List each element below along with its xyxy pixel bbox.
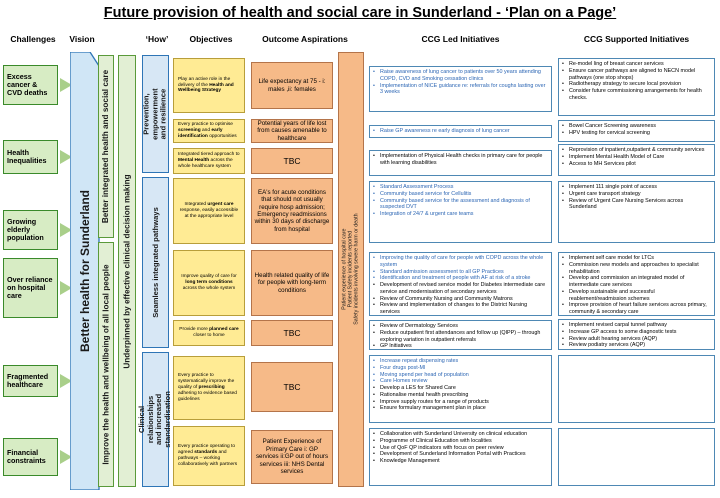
- list-item: • Implement revised carpal tunnel pathway: [562, 322, 711, 329]
- list-item: • Review of Community Nursing and Community Matrons: [373, 296, 548, 303]
- list-item: • Review of Urgent Care Nursing Services across Sunderland: [562, 198, 711, 212]
- list-item: • Moving spend per head of population: [373, 372, 548, 379]
- header-objectives: Objectives: [189, 34, 233, 44]
- list-item: • Collaboration with Sunderland University on clinical education: [373, 431, 548, 438]
- list-item: • Implement 111 single point of access: [562, 184, 711, 191]
- how-seamless-pathways: Seamless integrated pathways: [142, 177, 169, 348]
- ccg-supported-prescribing-empty: [558, 355, 715, 423]
- ccg-supported-urgent-care: [558, 181, 715, 243]
- vision-integrated-care: Better integrated health and social care: [98, 55, 114, 238]
- ccg-supported-standards-empty: [558, 428, 715, 486]
- list-item: • Integration of 24/7 & urgent care teams: [373, 211, 548, 218]
- list-item: • Care Homes review: [373, 378, 548, 385]
- challenge-financial-constraints: Financial constraints: [3, 438, 58, 476]
- outcome-patient-experience: Patient Experience of Primary Care i: GP services ii:GP out of hours services iii: NHS Dental services: [251, 430, 333, 484]
- challenge-cancer-cvd: Excess cancer & CVD deaths: [3, 65, 58, 105]
- ccg-supported-long-term-conditions: [558, 252, 715, 316]
- list-item: • Raise awareness of lung cancer to patients over 50 years attending COPD, CVD and Smoking cessation clinics: [373, 69, 548, 83]
- list-item: • Development of Sunderland Information Portal with Practices: [373, 451, 548, 458]
- ccg-led-cancer: [369, 66, 552, 112]
- objective-planned-care: Provide more planned care closer to home: [173, 320, 245, 346]
- outcome-prescribing-tbc: TBC: [251, 362, 333, 412]
- ccg-supported-cancer: [558, 58, 715, 116]
- ccg-supported-mental-health: [558, 144, 715, 176]
- list-item: • Implementation of NICE guidance re: referrals for coughs lasting over 3 weeks: [373, 83, 548, 97]
- list-item: • Improve provision of heart failure services across primary, community & secondary care: [562, 302, 711, 316]
- list-item: • Raise GP awareness re early diagnosis of lung cancer: [373, 128, 548, 135]
- how-prevention: Prevention, empowerment and resilience: [142, 55, 169, 173]
- list-item: • Community based service for Cellulitis: [373, 191, 548, 198]
- list-item: • Improving the quality of care for people with COPD across the whole system: [373, 255, 548, 269]
- list-item: • Review of Dermatology Services: [373, 323, 548, 330]
- header-outcome: Outcome Aspirations: [262, 34, 348, 44]
- outcome-emergency-admissions: EA's for acute conditions that should not usually require hosp admission; Emergency readmissions within 30 days of discharge from hospital: [251, 178, 333, 244]
- outcome-life-expectancy: Life expectancy at 75 - i: males ,ii: females: [251, 62, 333, 109]
- header-how: ‘How’: [145, 34, 169, 44]
- challenge-fragmented-healthcare: Fragmented healthcare: [3, 365, 58, 397]
- list-item: • Urgent care transport strategy: [562, 191, 711, 198]
- list-item: • Development of revised service model for Diabetes intermediate care service and modernisation of secondary services: [373, 282, 548, 296]
- objective-mental-health: Integrated tiered approach to Mental Health across the whole healthcare system: [173, 148, 245, 174]
- objective-long-term-conditions: Improve quality of care for long term conditions across the whole system: [173, 250, 245, 316]
- challenge-health-inequalities: Health Inequalities: [3, 140, 58, 174]
- list-item: • Reduce outpatient first attendances and follow up (QIPP) – through exploring variation in outpatient referrals: [373, 330, 548, 344]
- list-item: • Reprovision of inpatient,outpatient & community services: [562, 147, 711, 154]
- vision-health-wellbeing: Improve the health and wellbeing of all local people: [98, 242, 114, 487]
- list-item: • Review podiatry services (AQP): [562, 342, 711, 349]
- outcome-mental-health-tbc: TBC: [251, 148, 333, 174]
- outcome-ltc-quality-of-life: Health related quality of life for people with long-term conditions: [251, 250, 333, 316]
- list-item: • Improve supply routes for a range of products: [373, 399, 548, 406]
- list-item: • Access to MH Services pilot: [562, 161, 711, 168]
- list-item: • Implement self care model for LTCs: [562, 255, 711, 262]
- list-item: • Implementation of Physical Health checks in primary care for people with learning disabilities: [373, 153, 548, 167]
- list-item: • GP Initiatives: [373, 343, 548, 350]
- header-ccg-led: CCG Led Initiatives: [421, 34, 500, 44]
- list-item: • Standard Assessment Process: [373, 184, 548, 191]
- list-item: • Use of QoF QP indicators with focus on peer review: [373, 445, 548, 452]
- list-item: • Bowel Cancer Screening awareness: [562, 123, 711, 130]
- list-item: • Programme of Clinical Education with localities: [373, 438, 548, 445]
- list-item: • Re-model ling of breast cancer services: [562, 61, 711, 68]
- list-item: • Radiotherapy strategy to secure local provision: [562, 81, 711, 88]
- list-item: • Review adult hearing services (AQP): [562, 336, 711, 343]
- objective-standards: Every practice operating to agreed standards and pathways – working collaboratively with partners: [173, 426, 245, 486]
- list-item: • Four drugs post-MI: [373, 365, 548, 372]
- list-item: • Develop and commission an integrated model of intermediate care services: [562, 275, 711, 289]
- ccg-led-prescribing: [369, 355, 552, 423]
- list-item: • Ensure formulary management plan in place: [373, 405, 548, 412]
- header-challenges: Challenges: [10, 34, 56, 44]
- list-item: • Increase repeat dispensing rates: [373, 358, 548, 365]
- objective-screening: Every practice to optimise screening and early identification opportunities: [173, 119, 245, 143]
- ccg-led-screening: [369, 125, 552, 138]
- safety-aspirations: Patient experience of hospital care Patient Safety incidents reported Safety incidents involving severe harm or death: [338, 52, 364, 487]
- outcome-planned-care-tbc: TBC: [251, 320, 333, 346]
- list-item: • Review and implementation of changes to the District Nursing services: [373, 302, 548, 316]
- ccg-supported-screening: [558, 120, 715, 142]
- list-item: • Identification and treatment of people with AF at risk of a stroke: [373, 275, 548, 282]
- challenge-elderly-population: Growing elderly population: [3, 210, 58, 250]
- objective-prescribing: Every practice to systematically improve the quality of prescribing adhering to evidence based guidelines: [173, 356, 245, 420]
- list-item: • Increase GP access to some diagnostic tests: [562, 329, 711, 336]
- list-item: • Rationalise mental health prescribing: [373, 392, 548, 399]
- outcome-years-life-lost: Potential years of life lost from causes amenable to healthcare: [251, 119, 333, 143]
- page-title: Future provision of health and social care in Sunderland - ‘Plan on a Page’: [103, 5, 617, 21]
- list-item: • HPV testing for cervical screening: [562, 130, 711, 137]
- list-item: • Knowledge Management: [373, 458, 548, 465]
- ccg-led-standards: [369, 428, 552, 486]
- ccg-supported-planned-care: [558, 319, 715, 350]
- ccg-led-urgent-care: [369, 181, 552, 243]
- underpin-clinical-decision: Underpinned by effective clinical decision making: [118, 55, 136, 487]
- list-item: • Community based service for the assessment and diagnosis of suspected DVT: [373, 198, 548, 212]
- vision-main: Better health for Sunderland: [78, 189, 92, 353]
- list-item: • Ensure cancer pathways are aligned to NECN model pathways (one stop shops): [562, 68, 711, 82]
- list-item: • Implement Mental Health Model of Care: [562, 154, 711, 161]
- ccg-led-planned-care: [369, 320, 552, 350]
- objective-urgent-care: Integrated urgent care response, easily accessible at the appropriate level: [173, 178, 245, 244]
- list-item: • Consider future commissioning arrangements for health checks.: [562, 88, 711, 102]
- ccg-led-mental-health: [369, 150, 552, 176]
- list-item: • Develop sustainable and successful reablement/readmission schemes: [562, 289, 711, 303]
- list-item: • Commission new models and approaches to specialist rehabilitation: [562, 262, 711, 276]
- list-item: • Develop a LES for Shared Care: [373, 385, 548, 392]
- objective-health-wellbeing: Play an active role in the delivery of the Health and Wellbeing Strategy: [173, 58, 245, 113]
- ccg-led-long-term-conditions: [369, 252, 552, 316]
- header-ccg-supported: CCG Supported Initiatives: [583, 34, 690, 44]
- header-vision: Vision: [69, 34, 95, 44]
- how-clinical-relationships: Clinical relationships and increased standardisation: [142, 352, 169, 487]
- list-item: • Standard admission assessment to all GP Practices: [373, 269, 548, 276]
- challenge-hospital-reliance: Over reliance on hospital care: [3, 258, 58, 318]
